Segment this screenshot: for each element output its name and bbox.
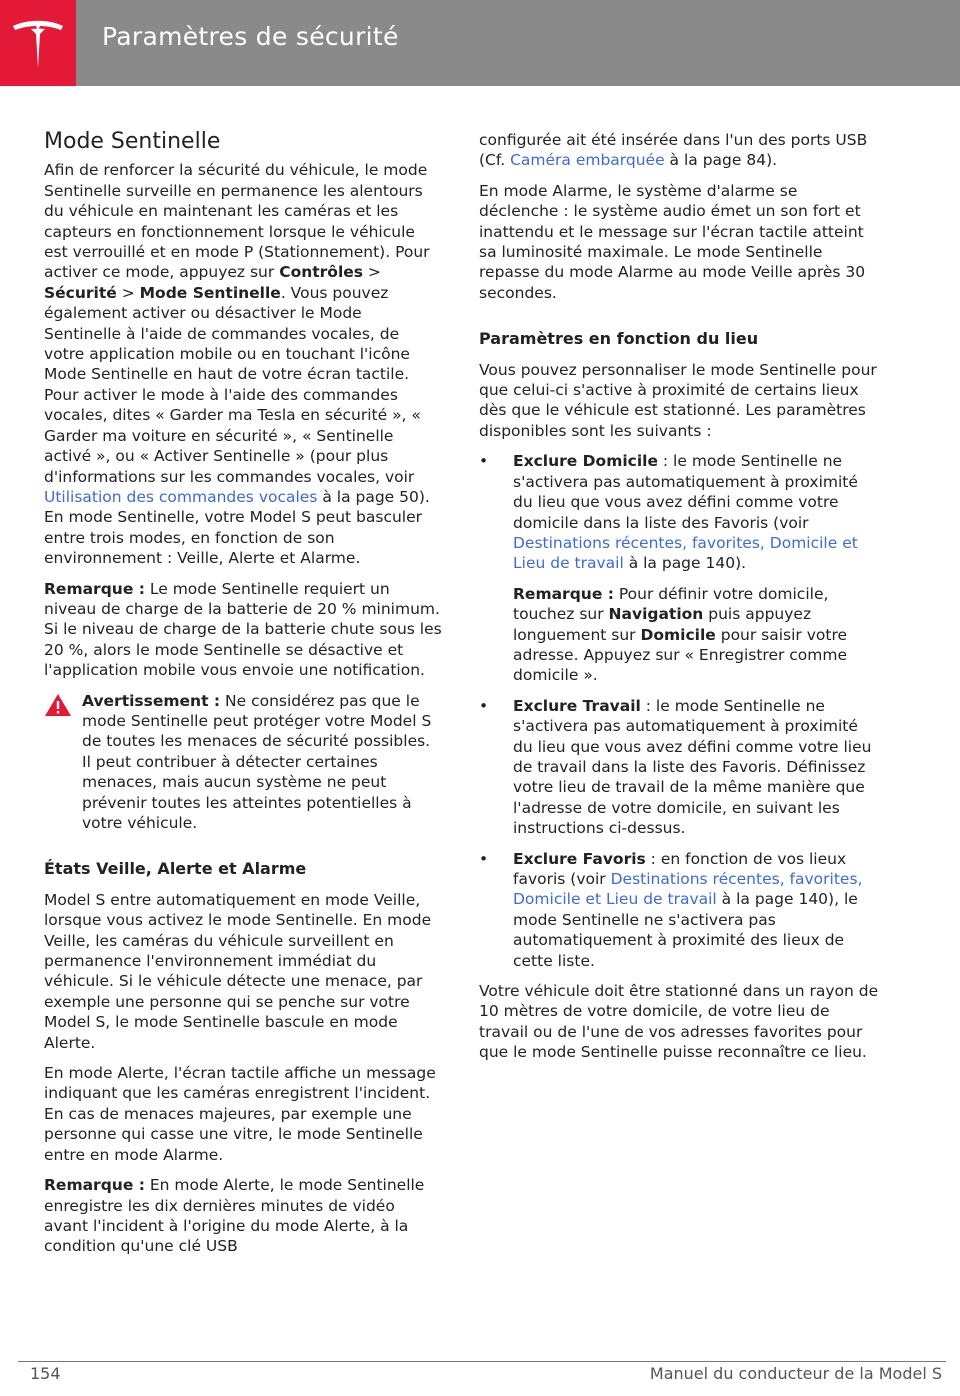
right-column: [479, 130, 879, 1073]
cross-reference-link[interactable]: Utilisation des commandes vocales: [44, 487, 318, 506]
footer-divider: [18, 1361, 946, 1362]
ui-term: Domicile: [640, 625, 716, 644]
ui-term: Mode Sentinelle: [139, 283, 281, 302]
page-title: Paramètres de sécurité: [102, 22, 399, 51]
settings-list: [479, 451, 879, 971]
tesla-logo-icon: [9, 14, 67, 72]
ui-term: Contrôles: [279, 263, 363, 282]
note-label: Remarque :: [44, 1176, 145, 1195]
warning-icon: [44, 693, 72, 717]
paragraph: Afin de renforcer la sécurité du véhicule, le mode Sentinelle surveille en permanence les alentours du véhicule en maintenant les caméras et les capteurs en fonctionnement lorsque le véhicule est verrouillé et en mode P (Stationnement). Pour activer ce mode, appuyez sur Contrôles > Sécurité > Mode Sentinelle. Vous pouvez également activer ou désactiver le Mode Sentinelle à l'aide de commandes vocales, de votre application mobile ou en touchant l'icône Mode Sentinelle en haut de votre écran tactile. Pour activer le mode à l'aide des commandes vocales, dites « Garder ma Tesla en sécurité », « Garder ma voiture en sécurité », « Sentinelle activé », ou « Activer Sentinelle » (pour plus d'informations sur les commandes vocales, voir Utilisation des commandes vocales à la page 50). En mode Sentinelle, votre Model S peut basculer entre trois modes, en fonction de son environnement : Veille, Alerte et Alarme.: [44, 161, 430, 568]
bullet-icon: •: [479, 849, 489, 868]
paragraph: Model S entre automatiquement en mode Veille, lorsque vous activez le mode Sentinelle. En mode Veille, les caméras du véhicule surveillent en permanence l'environnement immédiat du véhicule. Si le véhicule détecte une menace, par exemple une personne qui se penche sur votre Model S, le mode Sentinelle bascule en mode Alerte.: [44, 890, 432, 1052]
note: Remarque : Le mode Sentinelle requiert un niveau de charge de la batterie de 20 % minimum. Si le niveau de charge de la batterie chute sous les 20 %, alors le mode Sentinelle se désactive et l'application mobile vous envoie une notification.: [44, 579, 442, 680]
note: Remarque : Pour définir votre domicile, touchez sur Navigation puis appuyez longuement sur Domicile pour saisir votre adresse. Appuyez sur « Enregistrer comme domicile ».: [513, 584, 848, 685]
cross-reference-link[interactable]: Destinations récentes, favorites, Domicile et Lieu de travail: [513, 870, 863, 909]
footer-title: Manuel du conducteur de la Model S: [649, 1364, 942, 1383]
page-header: [0, 0, 960, 86]
page-number: 154: [30, 1364, 61, 1383]
note-label: Remarque :: [513, 584, 614, 603]
warning-box: Avertissement : Ne considérez pas que le mode Sentinelle peut protéger votre Model S de toutes les menaces de sécurité possibles. Il peut contribuer à détecter certaines menaces, mais aucun système ne peut prévenir toutes les atteintes potentielles à votre véhicule.: [44, 691, 442, 834]
list-item: • Exclure Favoris : en fonction de vos lieux favoris (voir Destinations récentes, favorites, Domicile et Lieu de travail à la page 140), le mode Sentinelle ne s'activera pas automatiquement à proximité des lieux de cette liste.: [479, 849, 863, 970]
setting-label: Exclure Favoris: [513, 849, 646, 868]
subsection-heading: États Veille, Alerte et Alarme: [44, 859, 307, 879]
paragraph: En mode Alerte, l'écran tactile affiche un message indiquant que les caméras enregistrent l'incident. En cas de menaces majeures, par exemple une personne qui casse une vitre, le mode Sentinelle entre en mode Alarme.: [44, 1064, 436, 1164]
paragraph: configurée ait été insérée dans l'un des ports USB (Cf. Caméra embarquée à la page 84).: [479, 131, 868, 170]
cross-reference-link[interactable]: Destinations récentes, favorites, Domicile et Lieu de travail: [513, 533, 858, 573]
ui-term: Sécurité: [44, 283, 117, 302]
list-item: • Exclure Domicile : le mode Sentinelle ne s'activera pas automatiquement à proximité du lieu que vous avez défini comme votre domicile dans la liste des Favoris (voir Destinations récentes, favorites, Domicile et Lieu de travail à la page 140). Remarque : Pour définir votre domicile, touchez sur Navigation puis appuyez longuement sur Domicile pour saisir votre adresse. Appuyez sur « Enregistrer comme domicile ».: [479, 451, 879, 685]
note: Remarque : En mode Alerte, le mode Sentinelle enregistre les dix dernières minutes de vidéo avant l'incident à l'origine du mode Alerte, à la condition qu'une clé USB: [44, 1176, 425, 1256]
bullet-icon: •: [479, 696, 489, 715]
note-label: Remarque :: [44, 579, 145, 598]
subsection-heading: Paramètres en fonction du lieu: [479, 329, 759, 349]
setting-label: Exclure Domicile: [513, 452, 658, 471]
section-heading: Mode Sentinelle: [44, 129, 221, 154]
brand-logo-box: [0, 0, 76, 86]
bullet-icon: •: [479, 452, 489, 471]
ui-term: Navigation: [608, 605, 704, 624]
setting-label: Exclure Travail: [513, 696, 641, 715]
left-column: [44, 128, 442, 1267]
list-item: • Exclure Travail : le mode Sentinelle ne s'activera pas automatiquement à proximité du lieu que vous avez défini comme votre lieu de travail dans la liste des Favoris. Définissez votre lieu de travail de la même manière que l'adresse de votre domicile, en suivant les instructions ci-dessus.: [479, 696, 872, 838]
warning-label: Avertissement :: [82, 691, 221, 710]
cross-reference-link[interactable]: Caméra embarquée: [510, 151, 665, 170]
paragraph: Votre véhicule doit être stationné dans un rayon de 10 mètres de votre domicile, de votre lieu de travail ou de l'une de vos adresses favorites pour que le mode Sentinelle puisse reconnaître ce lieu.: [479, 982, 879, 1062]
paragraph: En mode Alarme, le système d'alarme se déclenche : le système audio émet un son fort et inattendu et le message sur l'écran tactile atteint sa luminosité maximale. Le mode Sentinelle repasse du mode Alarme au mode Veille après 30 secondes.: [479, 181, 866, 302]
paragraph: Vous pouvez personnaliser le mode Sentinelle pour que celui-ci s'active à proximité de certains lieux dès que le véhicule est stationné. Les paramètres disponibles sont les suivants :: [479, 360, 877, 440]
